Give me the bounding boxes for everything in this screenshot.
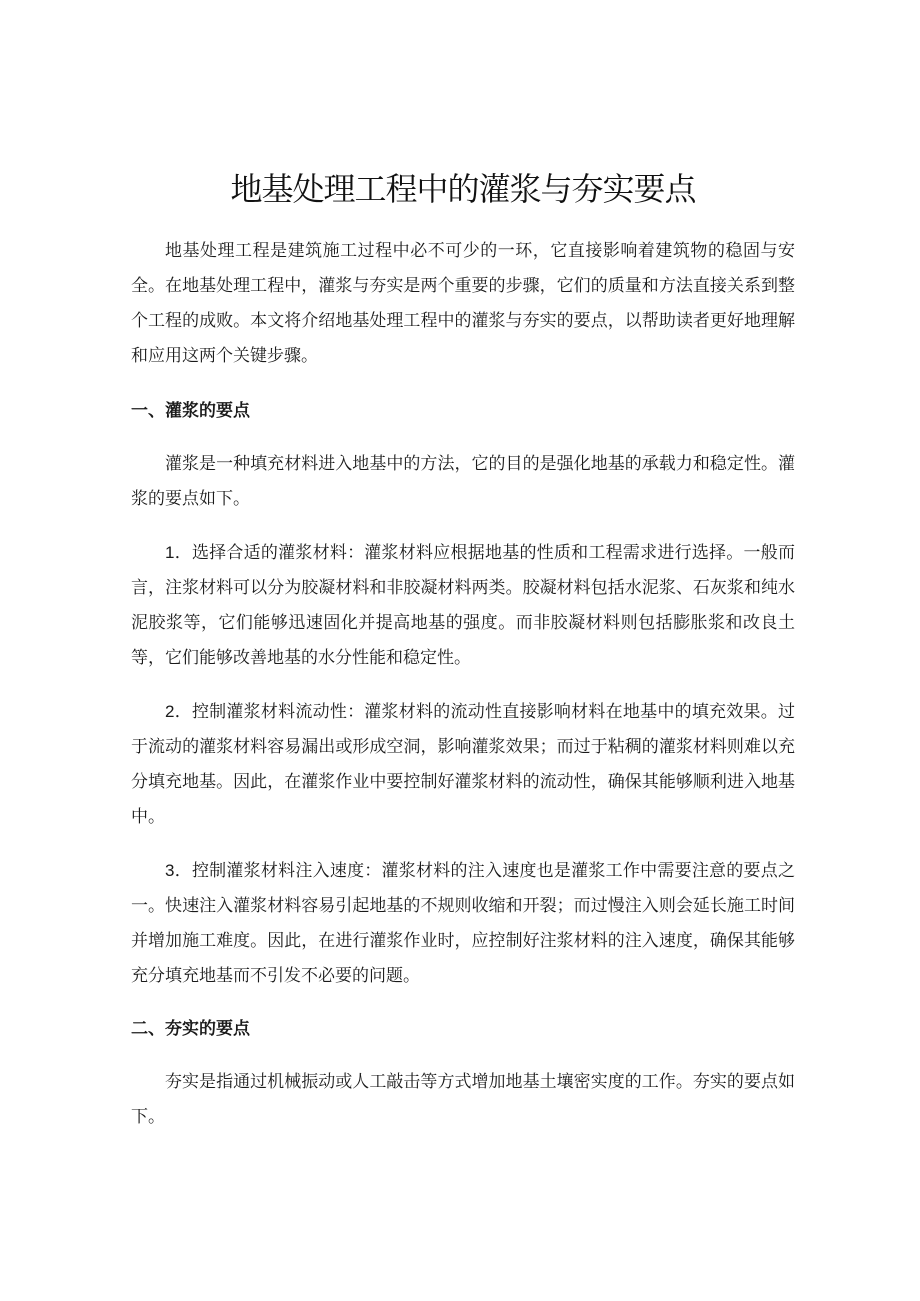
list-number: 2: [165, 702, 175, 721]
document-page: [131, 168, 795, 1135]
list-number: 1: [165, 543, 175, 562]
document-title: 地基处理工程中的灌浆与夯实要点: [230, 170, 696, 208]
grouting-point-2: [131, 694, 795, 835]
section-2-intro-paragraph: 夯实是指通过机械振动或人工敲击等方式增加地基土壤密实度的工作。夯实的要点如下。: [131, 1072, 795, 1127]
list-item-text: ．控制灌浆材料注入速度：灌浆材料的注入速度也是灌浆工作中需要注意的要点之一。快速注入灌浆材料容易引起地基的不规则收缩和开裂；而过慢注入则会延长施工时间并增加施工难度。因此，在进行灌浆作业时，应控制好注浆材料的注入速度，确保其能够充分填充地基而不引发不必要的问题。: [131, 861, 795, 986]
grouting-point-3: [131, 853, 795, 994]
list-number: 3: [165, 861, 175, 880]
list-item-text: ．控制灌浆材料流动性：灌浆材料的流动性直接影响材料在地基中的填充效果。过于流动的灌浆材料容易漏出或形成空洞，影响灌浆效果；而过于粘稠的灌浆材料则难以充分填充地基。因此，在灌浆作业中要控制好灌浆材料的流动性，确保其能够顺利进入地基中。: [131, 702, 795, 827]
section-2-heading: 二、夯实的要点: [131, 1019, 250, 1039]
list-item-text: ．选择合适的灌浆材料：灌浆材料应根据地基的性质和工程需求进行选择。一般而言，注浆材料可以分为胶凝材料和非胶凝材料两类。胶凝材料包括水泥浆、石灰浆和纯水泥胶浆等，它们能够迅速固化并提高地基的强度。而非胶凝材料则包括膨胀浆和改良土等，它们能够改善地基的水分性能和稳定性。: [131, 543, 795, 668]
section-1-heading: 一、灌浆的要点: [131, 401, 250, 421]
grouting-point-1: [131, 535, 795, 676]
section-1-intro-paragraph: 灌浆是一种填充材料进入地基中的方法，它的目的是强化地基的承载力和稳定性。灌浆的要点如下。: [131, 454, 795, 509]
intro-paragraph: 地基处理工程是建筑施工过程中必不可少的一环，它直接影响着建筑物的稳固与安全。在地基处理工程中，灌浆与夯实是两个重要的步骤，它们的质量和方法直接关系到整个工程的成败。本文将介绍地基处理工程中的灌浆与夯实的要点，以帮助读者更好地理解和应用这两个关键步骤。: [131, 241, 795, 366]
